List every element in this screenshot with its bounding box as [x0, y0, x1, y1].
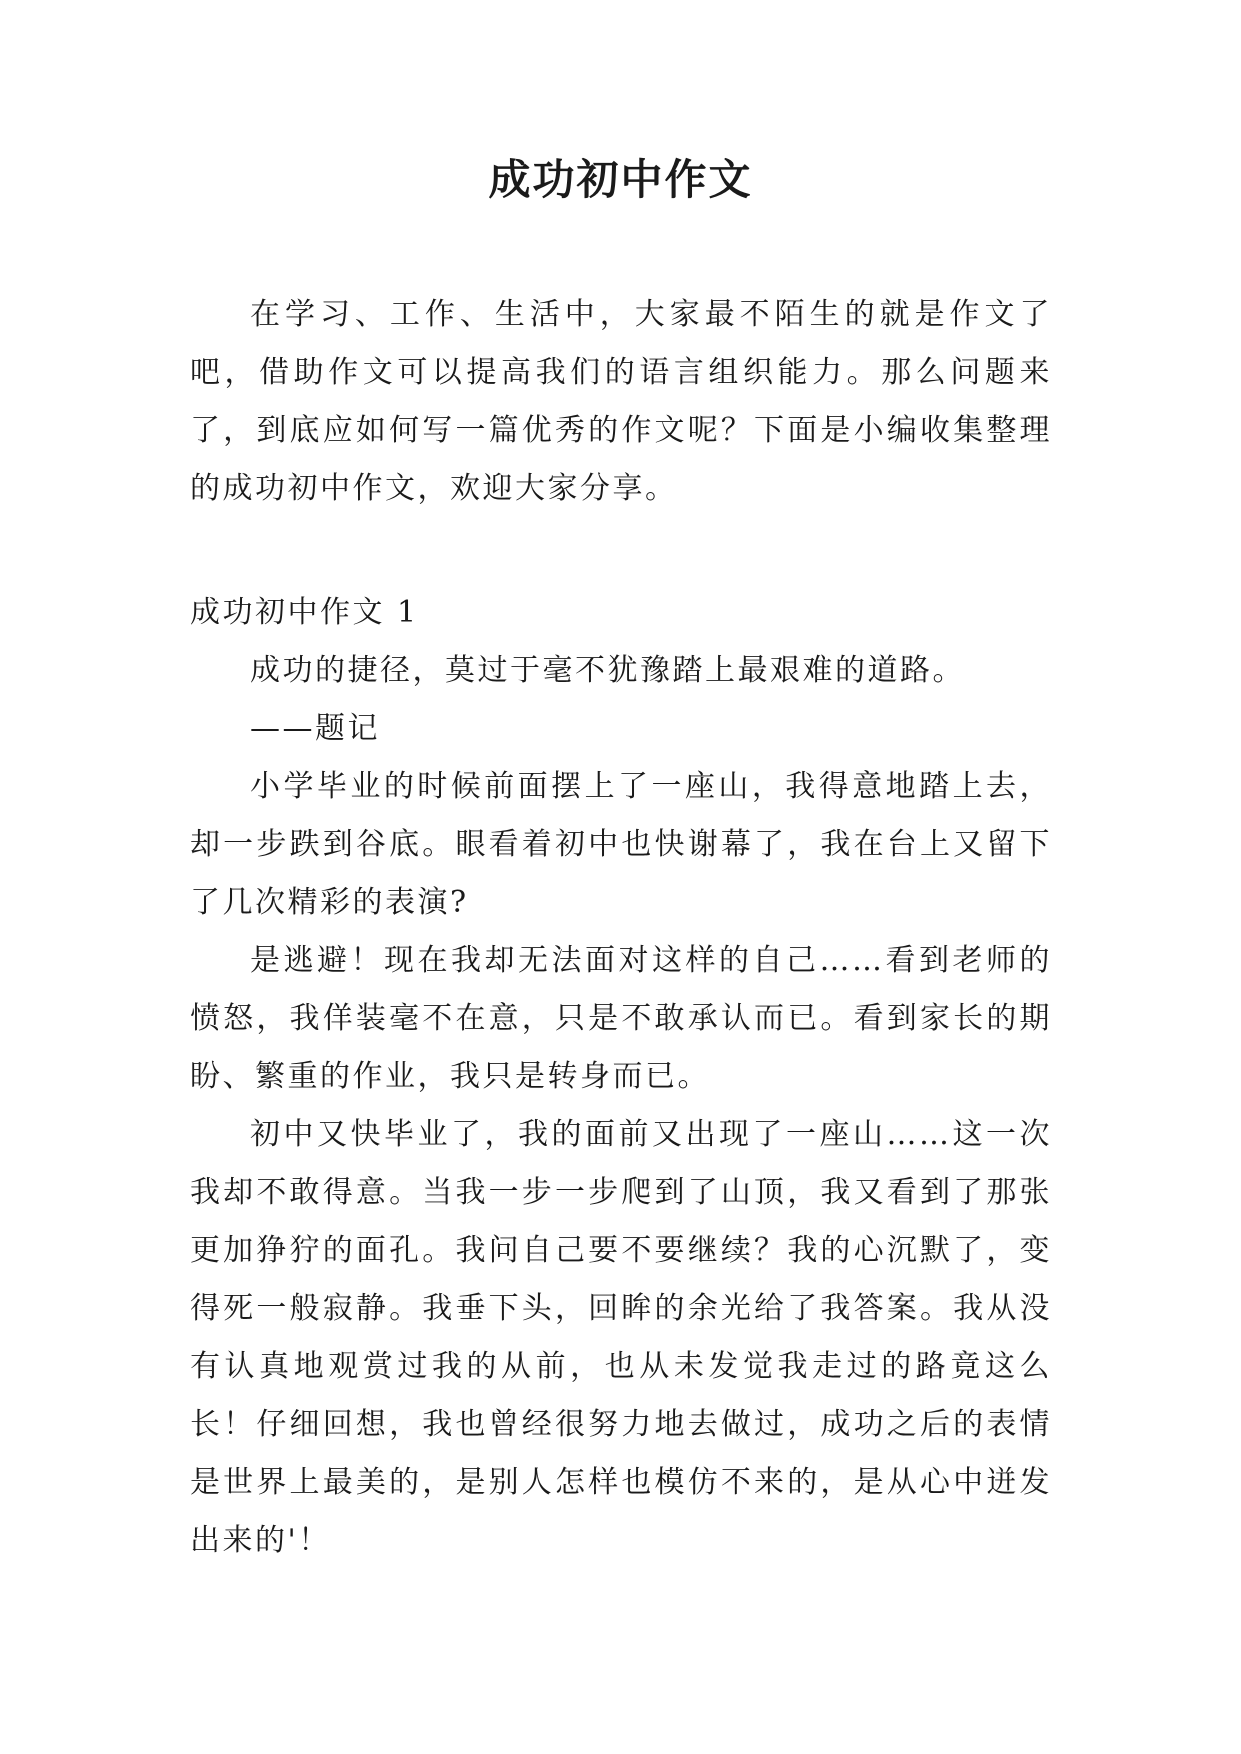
body-paragraph: 是逃避！现在我却无法面对这样的自己……看到老师的愤怒，我佯装毫不在意，只是不敢承认而已。看到家长的期盼、繁重的作业，我只是转身而已。	[190, 943, 1052, 1094]
epigraph-paragraph: 成功的捷径，莫过于毫不犹豫踏上最艰难的道路。	[250, 653, 965, 688]
document-body	[190, 286, 1052, 1570]
section-heading: 成功初中作文 1	[190, 595, 419, 630]
body-paragraph: 初中又快毕业了，我的面前又出现了一座山……这一次我却不敢得意。当我一步一步爬到了山顶，我又看到了那张更加狰狞的面孔。我问自己要不要继续？我的心沉默了，变得死一般寂静。我垂下头，回眸的余光给了我答案。我从没有认真地观赏过我的从前，也从未发觉我走过的路竟这么长！仔细回想，我也曾经很努力地去做过，成功之后的表情是世界上最美的，是别人怎样也模仿不来的，是从心中迸发出来的'！	[190, 1117, 1052, 1558]
section-spacer	[190, 518, 1052, 584]
body-paragraph: 小学毕业的时候前面摆上了一座山，我得意地踏上去，却一步跌到谷底。眼看着初中也快谢幕了，我在台上又留下了几次精彩的表演?	[190, 769, 1052, 920]
document-title: 成功初中作文	[488, 155, 753, 204]
intro-paragraph: 在学习、工作、生活中，大家最不陌生的就是作文了吧，借助作文可以提高我们的语言组织能力。那么问题来了，到底应如何写一篇优秀的作文呢？下面是小编收集整理的成功初中作文，欢迎大家分享。	[190, 297, 1052, 506]
epigraph-attribution: ——题记	[250, 711, 380, 746]
